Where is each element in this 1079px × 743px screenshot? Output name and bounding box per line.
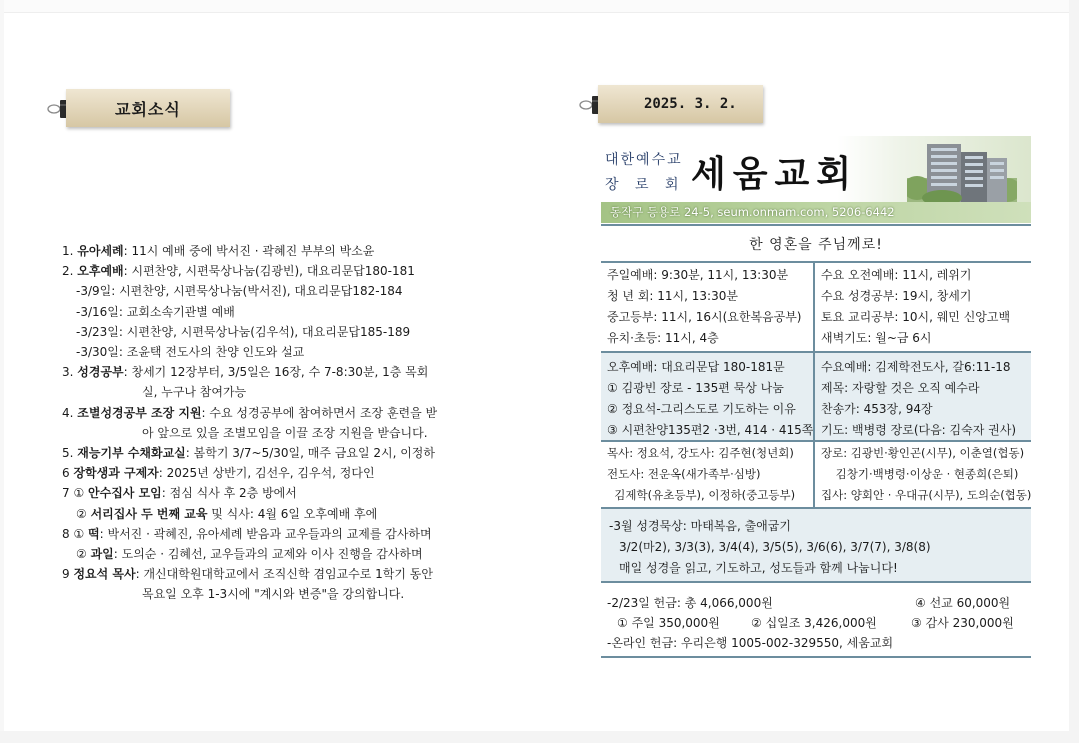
notice-text: 1. <box>62 244 78 258</box>
notice-text: : 2025년 상반기, 김선우, 김우석, 정다인 <box>158 466 375 481</box>
bottom-rule <box>601 656 1031 658</box>
denomination-line-2: 장 로 회 <box>605 177 685 193</box>
offering-thanks: ③ 감사 230,000원 <box>911 616 1014 630</box>
screen-frame-bottom <box>0 731 1079 743</box>
notice-text: : 박서진 · 곽혜진, 유아세례 받음과 교우들과의 교제를 감사하며 <box>99 526 432 541</box>
bible-schedule: 3/2(마2), 3/3(3), 3/4(4), 3/5(5), 3/6(6), 3/7(7), 3/8(8) <box>619 540 931 554</box>
notice-keyword: 안수집사 모임 <box>88 486 162 501</box>
offering-section <box>601 593 1031 653</box>
service-item: 찬송가: 453장, 94장 <box>821 402 933 416</box>
schedule-item: 수요 성경공부: 19시, 창세기 <box>821 289 972 303</box>
screen-frame-right <box>1069 0 1079 743</box>
notice-keyword: 성경공부 <box>77 365 124 380</box>
notice-keyword: 유아세례 <box>77 244 124 258</box>
bible-title: -3월 성경묵상: 마태복음, 출애굽기 <box>609 519 791 533</box>
notice-text: 6 <box>62 466 74 481</box>
notice-line <box>62 423 487 443</box>
notice-text: ② <box>76 547 91 562</box>
notice-text: 8 ① <box>62 526 89 541</box>
schedule-item: 수요 오전예배: 11시, 레위기 <box>821 268 972 282</box>
notice-text: -3/23일: 시편찬양, 시편묵상나눔(김우석), 대요리문답185-189 <box>76 324 411 339</box>
notice-text: -3/30일: 조윤택 전도사의 찬양 인도와 설교 <box>76 345 305 360</box>
bulletin-date: 2025. 3. 2. <box>644 96 737 112</box>
notice-line <box>62 382 487 402</box>
notice-text: 5. <box>62 446 78 461</box>
binder-clip-icon-right <box>579 93 599 117</box>
notice-line <box>62 241 487 261</box>
schedule-item: 주일예배: 9:30분, 11시, 13:30분 <box>607 268 789 282</box>
section-title: 교회소식 <box>115 99 181 119</box>
offering-row-2 <box>601 613 1031 633</box>
notice-text: ② <box>76 506 91 521</box>
offering-tithe: ② 십일조 3,426,000원 <box>751 616 877 630</box>
service-item: 오후예배: 대요리문답 180-181문 <box>607 360 785 374</box>
church-slogan <box>601 224 1031 263</box>
staff-item: 목사: 정요석, 강도사: 김주현(청년회) <box>607 446 794 460</box>
notice-text: 및 식사: 4월 6일 오후예배 후에 <box>207 506 378 521</box>
notice-text: 9 <box>62 567 74 582</box>
notice-text: 2. <box>62 264 78 279</box>
notice-text: -3/9일: 시편찬양, 시편묵상나눔(박서진), 대요리문답182-184 <box>76 284 403 299</box>
offering-mission: ④ 선교 60,000원 <box>915 596 1011 610</box>
notice-text: 목요일 오후 1-3시에 "계시와 변증"을 강의합니다. <box>142 587 405 602</box>
notice-text: 3. <box>62 365 78 380</box>
notice-line <box>62 463 487 483</box>
notice-text: : 개신대학원대학교에서 조직신학 겸임교수로 1학기 동안 <box>135 567 433 582</box>
denomination-line-1: 대한예수교 <box>605 152 683 168</box>
notice-line <box>62 443 487 463</box>
notice-keyword: 과일 <box>90 547 114 562</box>
service-item: 제목: 자랑할 것은 오직 예수라 <box>821 381 980 395</box>
staff-item: 김제학(유초등부), 이정하(중고등부) <box>607 488 796 502</box>
notice-line <box>62 584 487 604</box>
schedule-item: 유치·초등: 11시, 4층 <box>607 331 719 345</box>
notice-text: : 수요 성경공부에 참여하면서 조장 훈련을 받 <box>201 405 438 420</box>
slogan-text: 한 영혼을 주님께로! <box>749 236 883 253</box>
schedule-right-column <box>815 261 1031 351</box>
notice-line <box>62 483 487 503</box>
notice-text: : 창세기 12장부터, 3/5일은 16장, 수 7-8:30분, 1층 목회 <box>123 365 429 380</box>
screen-frame-top <box>0 0 1079 13</box>
notice-line <box>62 302 487 322</box>
notice-keyword: 재능기부 수채화교실 <box>77 446 186 461</box>
binder-clip-icon <box>47 97 67 121</box>
notice-text: : 11시 예배 중에 박서진 · 곽혜진 부부의 박소윤 <box>123 244 375 258</box>
staff-table <box>601 442 1031 509</box>
schedule-item: 청 년 회: 11시, 13:30분 <box>607 289 738 303</box>
bible-meditation-box <box>601 509 1031 583</box>
address-bar <box>601 202 1031 223</box>
notice-line <box>62 342 487 362</box>
service-item: ② 정요석-그리스도로 기도하는 이유 <box>607 402 796 416</box>
notice-text: : 도의순 · 김혜선, 교우들과의 교제와 이사 진행을 감사하며 <box>113 547 423 562</box>
notice-keyword: 정요석 목사 <box>73 567 136 582</box>
notice-text: 아 앞으로 있을 조별모임을 이끌 조장 지원을 받습니다. <box>142 425 428 440</box>
service-item: 수요예배: 김제학전도사, 갈6:11-18 <box>821 360 1011 374</box>
schedule-item: 토요 교리공부: 10시, 웨민 신앙고백 <box>821 310 1011 324</box>
notice-keyword: 서리집사 두 번째 교육 <box>90 506 208 521</box>
notice-line <box>62 261 487 281</box>
notice-keyword: 오후예배 <box>77 264 124 279</box>
screen-frame-left <box>0 0 4 743</box>
offering-row-1 <box>601 593 1031 613</box>
notice-line <box>62 281 487 301</box>
bible-exhortation: 매일 성경을 읽고, 기도하고, 성도들과 함께 나눕니다! <box>619 561 898 575</box>
service-table <box>601 353 1031 442</box>
notice-keyword: 장학생과 구제자 <box>73 466 159 481</box>
notice-line <box>62 403 487 423</box>
notice-line <box>62 564 487 584</box>
afternoon-service-column <box>601 353 815 440</box>
schedule-left-column <box>601 261 815 351</box>
notice-text: : 시편찬양, 시편묵상나눔(김광빈), 대요리문답180-181 <box>123 264 415 279</box>
offering-sunday: ① 주일 350,000원 <box>617 616 720 630</box>
section-title-tag <box>66 89 230 127</box>
notice-text: 4. <box>62 405 78 420</box>
notice-keyword: 조별성경공부 조장 지원 <box>77 405 202 420</box>
notice-keyword: 떡 <box>88 526 100 541</box>
staff-left-column <box>601 442 815 507</box>
notice-text: 실, 누구나 참여가능 <box>142 385 247 400</box>
church-address: 동작구 등용로 24-5, seum.onmam.com, 5206-6442 <box>610 205 895 219</box>
service-item: 기도: 백병령 장로(다음: 김숙자 권사) <box>821 423 1016 437</box>
notice-line <box>62 544 487 564</box>
notice-text: 7 ① <box>62 486 89 501</box>
notice-line <box>62 524 487 544</box>
notice-text: : 점심 식사 후 2층 방에서 <box>161 486 297 501</box>
staff-right-column <box>815 442 1031 507</box>
staff-item: 전도사: 전운옥(새가족부·심방) <box>607 467 761 481</box>
notice-line <box>62 504 487 524</box>
notice-text: : 봄학기 3/7~5/30일, 매주 금요일 2시, 이정하 <box>185 446 435 461</box>
service-item: ③ 시편찬양135편2 ·3번, 414 · 415쪽 <box>607 423 814 437</box>
church-name: 세움교회 <box>691 154 859 195</box>
staff-item: 김창기·백병령·이상운 · 현종희(은퇴) <box>821 467 1019 481</box>
service-item: ① 김광빈 장로 - 135편 묵상 나눔 <box>607 381 784 395</box>
offering-online: -온라인 헌금: 우리은행 1005-002-329550, 세움교회 <box>607 636 894 650</box>
worship-schedule-table <box>601 261 1031 353</box>
wednesday-service-column <box>815 353 1031 440</box>
staff-item: 집사: 양회안 · 우대규(시무), 도의순(협동) <box>821 488 1031 502</box>
notice-line <box>62 322 487 342</box>
offering-total: -2/23일 헌금: 총 4,066,000원 <box>607 596 773 610</box>
notice-text: -3/16일: 교회소속기관별 예배 <box>76 304 235 319</box>
church-building-image <box>907 138 1017 204</box>
date-tag <box>598 85 763 123</box>
schedule-item: 중고등부: 11시, 16시(요한복음공부) <box>607 310 802 324</box>
notice-line <box>62 362 487 382</box>
offering-row-3 <box>601 633 1031 653</box>
schedule-item: 새벽기도: 월~금 6시 <box>821 331 932 345</box>
notice-list <box>62 241 487 605</box>
staff-item: 장로: 김광빈·황인곤(시무), 이춘열(협동) <box>821 446 1025 460</box>
church-header <box>601 136 1031 223</box>
